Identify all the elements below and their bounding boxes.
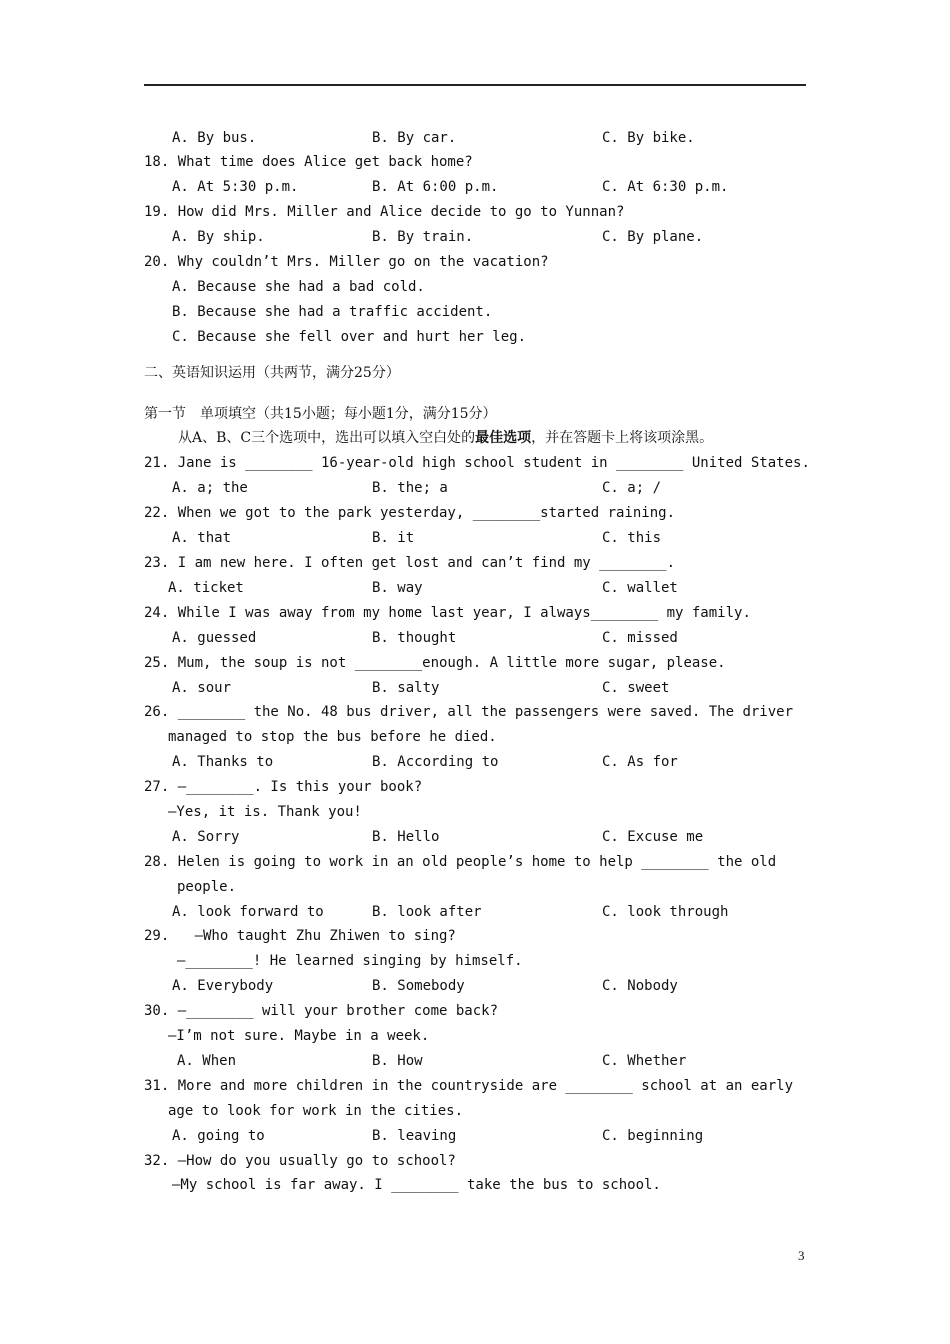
option-c: C. As for: [602, 754, 678, 770]
option-c: C. this: [602, 530, 662, 546]
option-a: A. ticket: [168, 580, 244, 596]
question-25: 25. Mum, the soup is not ________enough. A little more sugar, please.: [144, 655, 726, 671]
option-b: B. Hello: [372, 829, 440, 845]
option-b: B. salty: [372, 680, 440, 696]
instructions: [178, 429, 713, 447]
option-c: C. Nobody: [602, 978, 678, 994]
header-rule: [144, 84, 806, 86]
option-b: B. Somebody: [372, 978, 465, 994]
option-b: B. At 6:00 p.m.: [372, 179, 499, 195]
option-a: A. At 5:30 p.m.: [172, 179, 299, 195]
option-b: B. look after: [372, 904, 482, 920]
option-b: B. How: [372, 1053, 423, 1069]
question-29-response: —________! He learned singing by himself.: [177, 953, 523, 969]
option-c: C. look through: [602, 904, 729, 920]
option-b: B. According to: [372, 754, 499, 770]
option-a: A. Because she had a bad cold.: [172, 279, 425, 295]
option-b: B. Because she had a traffic accident.: [172, 304, 493, 320]
question-24: 24. While I was away from my home last year, I always________ my family.: [144, 605, 751, 621]
question-21: 21. Jane is ________ 16-year-old high school student in ________ United States.: [144, 455, 810, 471]
instructions-part1: 从A、B、C三个选项中，选出可以填入空白处的: [178, 430, 476, 446]
option-a: A. When: [177, 1053, 237, 1069]
option-c: C. wallet: [602, 580, 678, 596]
option-a: A. going to: [172, 1128, 265, 1144]
option-b: B. By car.: [372, 130, 457, 146]
option-c: C. beginning: [602, 1128, 704, 1144]
option-c: C. By bike.: [602, 130, 695, 146]
option-b: B. By train.: [372, 229, 474, 245]
option-b: B. way: [372, 580, 423, 596]
option-a: A. Thanks to: [172, 754, 274, 770]
question-30: 30. —________ will your brother come back?: [144, 1003, 499, 1019]
question-20: 20. Why couldn’t Mrs. Miller go on the vacation?: [144, 254, 549, 270]
question-29: 29. —Who taught Zhu Zhiwen to sing?: [144, 928, 456, 944]
option-c: C. a; /: [602, 480, 662, 496]
option-c: C. Because she fell over and hurt her leg.: [172, 329, 527, 345]
option-c: C. By plane.: [602, 229, 704, 245]
option-b: B. thought: [372, 630, 457, 646]
option-a: A. guessed: [172, 630, 257, 646]
option-a: A. sour: [172, 680, 232, 696]
question-30-response: —I’m not sure. Maybe in a week.: [168, 1028, 430, 1044]
option-a: A. By ship.: [172, 229, 265, 245]
question-26: 26. ________ the No. 48 bus driver, all the passengers were saved. The driver: [144, 704, 794, 720]
option-c: C. sweet: [602, 680, 670, 696]
option-a: A. Sorry: [172, 829, 240, 845]
subsection-heading: 第一节 单项填空（共15小题；每小题1分，满分15分）: [144, 406, 497, 422]
option-a: A. Everybody: [172, 978, 274, 994]
page-number: 3: [798, 1248, 805, 1263]
question-18: 18. What time does Alice get back home?: [144, 154, 473, 170]
option-b: B. leaving: [372, 1128, 457, 1144]
instructions-part2: ，并在答题卡上将该项涂黑。: [531, 430, 714, 446]
question-31-continued: age to look for work in the cities.: [168, 1103, 464, 1119]
option-a: A. look forward to: [172, 904, 324, 920]
option-a: A. By bus.: [172, 130, 257, 146]
question-32: 32. —How do you usually go to school?: [144, 1153, 456, 1169]
question-27-response: —Yes, it is. Thank you!: [168, 804, 362, 820]
question-22: 22. When we got to the park yesterday, ________started raining.: [144, 505, 676, 521]
option-c: C. Excuse me: [602, 829, 704, 845]
section-heading: 二、英语知识运用（共两节，满分25分）: [144, 365, 400, 381]
option-a: A. that: [172, 530, 232, 546]
instructions-bold: 最佳选项: [475, 430, 532, 446]
question-28-continued: people.: [177, 879, 237, 895]
option-b: B. the; a: [372, 480, 448, 496]
option-c: C. At 6:30 p.m.: [602, 179, 729, 195]
option-b: B. it: [372, 530, 415, 546]
question-32-response: —My school is far away. I ________ take the bus to school.: [172, 1177, 661, 1193]
option-a: A. a; the: [172, 480, 248, 496]
option-c: C. Whether: [602, 1053, 687, 1069]
question-26-continued: managed to stop the bus before he died.: [168, 729, 497, 745]
question-28: 28. Helen is going to work in an old people’s home to help ________ the old: [144, 854, 777, 870]
question-23: 23. I am new here. I often get lost and can’t find my ________.: [144, 555, 676, 571]
question-27: 27. —________. Is this your book?: [144, 779, 423, 795]
question-19: 19. How did Mrs. Miller and Alice decide to go to Yunnan?: [144, 204, 625, 220]
question-31: 31. More and more children in the countryside are ________ school at an early: [144, 1078, 794, 1094]
option-c: C. missed: [602, 630, 678, 646]
